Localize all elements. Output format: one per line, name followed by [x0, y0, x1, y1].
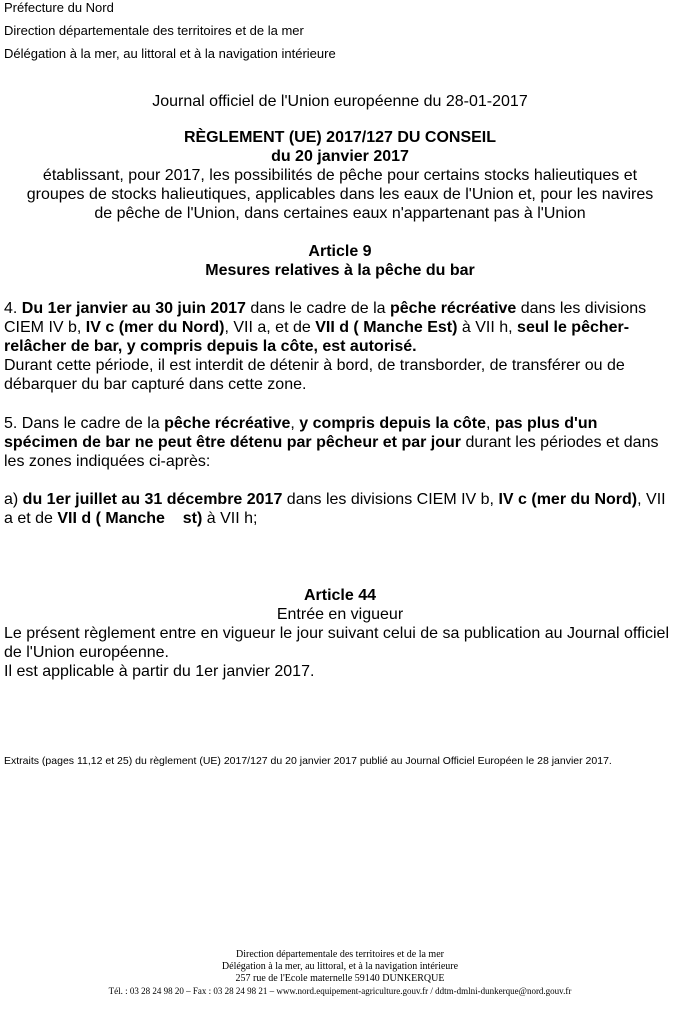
- p4-bold: IV c (mer du Nord): [85, 319, 225, 336]
- pa-bold: IV c (mer du Nord): [498, 491, 638, 508]
- pa-bold: VII d ( Manche st): [57, 510, 203, 527]
- pa-text: à VII h;: [202, 510, 258, 527]
- p4-bold: seul le pêcher-relâcher de bar, y compris depuis la côte, est autorisé.: [4, 319, 630, 355]
- reglement-date: du 20 janvier 2017: [271, 148, 409, 165]
- pa-text: , VII a et de: [4, 491, 666, 527]
- p4-bold: VII d ( Manche Est): [315, 319, 458, 336]
- footer-contact: Tél. : 03 28 24 98 20 – Fax : 03 28 24 98 21 – www.nord.equipement-agriculture.gouv.fr / ddtm-dmlni-dunkerque@nord.gouv.fr: [108, 986, 572, 996]
- p4-bold: pêche récréative: [390, 300, 517, 317]
- footer-delegation: Délégation à la mer, au littoral, et à la navigation intérieure: [221, 961, 459, 972]
- p5-bold: pas plus d'un spécimen de bar ne peut être détenu par pêcheur et par jour: [4, 415, 598, 451]
- article-9-paragraph-5: [4, 414, 672, 471]
- p4-period-text: Durant cette période, il est interdit de détenir à bord, de transborder, de transférer ou de débarquer du bar capturé dans cette zone.: [4, 357, 625, 393]
- footer-direction: Direction départementale des territoires et de la mer: [236, 949, 444, 960]
- article-44-heading: Entrée en vigueur: [276, 606, 404, 623]
- pa-bold: du 1er juillet au 31 décembre 2017: [22, 491, 283, 508]
- header-delegation: Délégation à la mer, au littoral et à la navigation intérieure: [4, 46, 336, 61]
- p4-bold: Du 1er janvier au 30 juin 2017: [21, 300, 246, 317]
- article-9-heading: Mesures relatives à la pêche du bar: [205, 262, 475, 279]
- header-prefecture: Préfecture du Nord: [4, 0, 114, 15]
- article-9-paragraph-4: [4, 299, 672, 394]
- article-44-paragraph-2: Il est applicable à partir du 1er janvier 2017.: [4, 663, 315, 680]
- p5-text: ,: [290, 415, 300, 432]
- p4-text: dans les divisions CIEM IV b,: [4, 300, 647, 336]
- footer-address: 257 rue de l'Ecole maternelle 59140 DUNKERQUE: [235, 973, 445, 984]
- article-44-title: Article 44: [303, 587, 377, 604]
- pa-text: a): [4, 491, 23, 508]
- journal-reference: Journal officiel de l'Union européenne du 28-01-2017: [152, 93, 528, 110]
- reglement-title: RÈGLEMENT (UE) 2017/127 DU CONSEIL: [183, 129, 497, 146]
- reglement-subtitle-2: groupes de stocks halieutiques, applicables dans les eaux de l'Union et, pour les navires: [26, 186, 654, 203]
- p5-text: durant les périodes et dans les zones indiquées ci-après:: [4, 434, 659, 470]
- reglement-subtitle-3: de pêche de l'Union, dans certaines eaux n'appartenant pas à l'Union: [94, 205, 586, 222]
- article-44-paragraph-1: Le présent règlement entre en vigueur le jour suivant celui de sa publication au Journal officiel de l'Union européenne.: [4, 625, 669, 661]
- p4-text: , VII a, et de: [224, 319, 316, 336]
- p5-text: ,: [486, 415, 495, 432]
- p5-text: 5. Dans le cadre de la: [4, 415, 165, 432]
- header-direction: Direction départementale des territoires et de la mer: [4, 23, 304, 38]
- pa-text: dans les divisions CIEM IV b,: [282, 491, 499, 508]
- reglement-subtitle-1: établissant, pour 2017, les possibilités de pêche pour certains stocks halieutiques et: [42, 167, 638, 184]
- p4-text: dans le cadre de la: [245, 300, 390, 317]
- article-9-paragraph-a: [4, 490, 672, 528]
- p4-text: à VII h,: [457, 319, 518, 336]
- p4-text: 4.: [4, 300, 22, 317]
- extract-note: Extraits (pages 11,12 et 25) du règlement (UE) 2017/127 du 20 janvier 2017 publié au Journal Officiel Européen le 28 janvier 2017.: [4, 755, 612, 767]
- p5-bold: y compris depuis la côte: [299, 415, 487, 432]
- article-9-title: Article 9: [308, 243, 372, 260]
- p5-bold: pêche récréative: [164, 415, 291, 432]
